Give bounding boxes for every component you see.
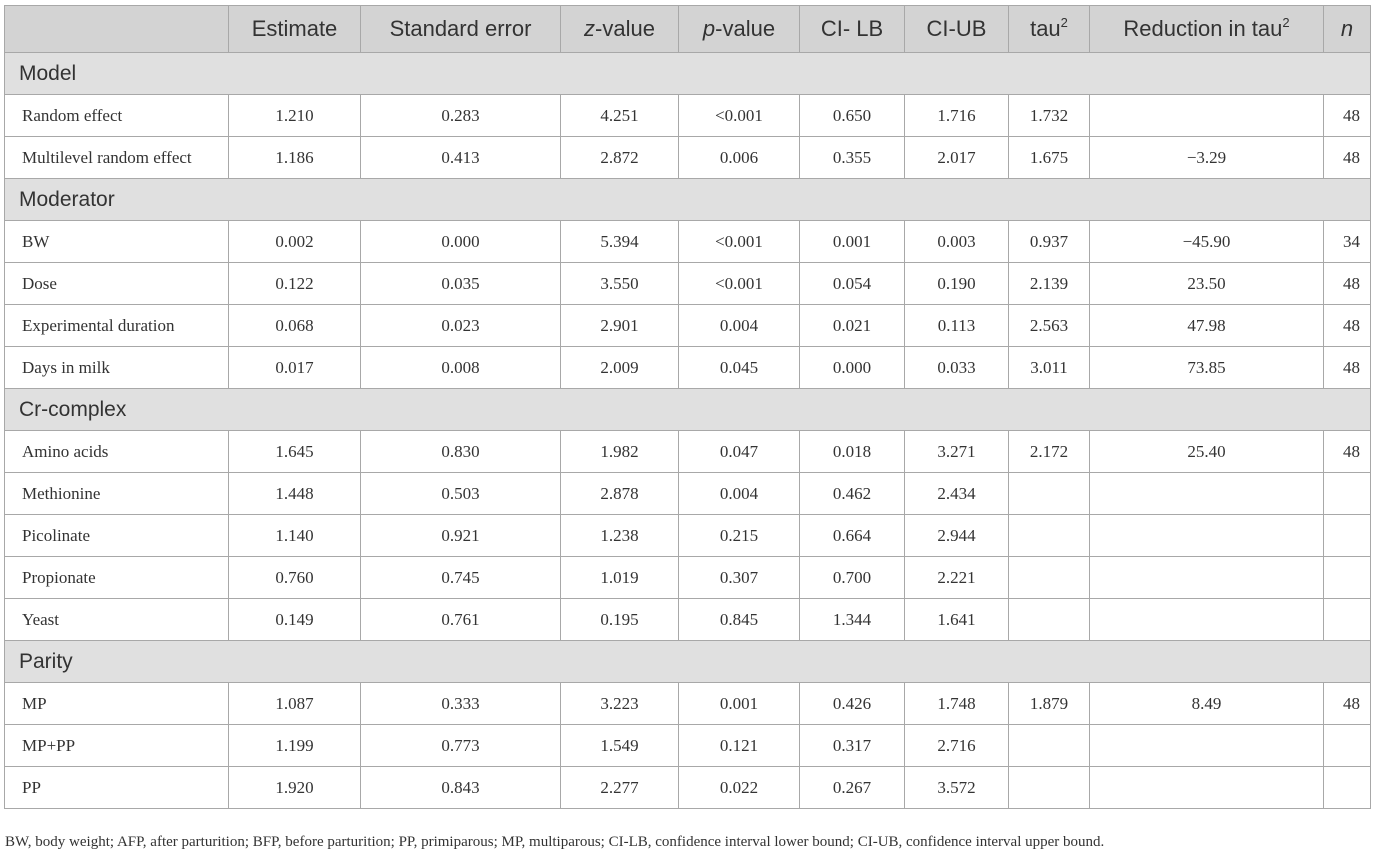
table-row bbox=[5, 305, 1371, 347]
row-label: MP+PP bbox=[5, 725, 229, 767]
ci-ub-cell: 0.190 bbox=[905, 263, 1009, 305]
z-value-cell: 4.251 bbox=[561, 95, 679, 137]
table-row bbox=[5, 137, 1371, 179]
ci-ub-cell: 0.033 bbox=[905, 347, 1009, 389]
section-header-row bbox=[5, 641, 1371, 683]
table-row bbox=[5, 599, 1371, 641]
header-standard-error: Standard error bbox=[361, 6, 561, 53]
tau2-cell: 0.937 bbox=[1009, 221, 1090, 263]
n-cell: 48 bbox=[1324, 95, 1371, 137]
row-label: PP bbox=[5, 767, 229, 809]
n-cell: 48 bbox=[1324, 683, 1371, 725]
standard-error-cell: 0.773 bbox=[361, 725, 561, 767]
table-row bbox=[5, 473, 1371, 515]
ci-lb-cell: 0.001 bbox=[800, 221, 905, 263]
tau2-cell: 1.732 bbox=[1009, 95, 1090, 137]
z-value-cell: 1.238 bbox=[561, 515, 679, 557]
reduction-cell: 23.50 bbox=[1090, 263, 1324, 305]
reduction-cell bbox=[1090, 473, 1324, 515]
row-label: Days in milk bbox=[5, 347, 229, 389]
ci-ub-cell: 2.221 bbox=[905, 557, 1009, 599]
p-value-cell: <0.001 bbox=[679, 263, 800, 305]
z-value-cell: 2.277 bbox=[561, 767, 679, 809]
tau2-cell: 1.879 bbox=[1009, 683, 1090, 725]
tau2-cell: 2.172 bbox=[1009, 431, 1090, 473]
row-label: Propionate bbox=[5, 557, 229, 599]
header-tau-base: tau bbox=[1030, 16, 1061, 41]
estimate-cell: 0.122 bbox=[229, 263, 361, 305]
p-value-cell: 0.307 bbox=[679, 557, 800, 599]
p-value-cell: <0.001 bbox=[679, 221, 800, 263]
z-value-cell: 1.982 bbox=[561, 431, 679, 473]
reduction-cell: −45.90 bbox=[1090, 221, 1324, 263]
reduction-cell bbox=[1090, 599, 1324, 641]
p-value-cell: 0.215 bbox=[679, 515, 800, 557]
standard-error-cell: 0.830 bbox=[361, 431, 561, 473]
tau2-cell bbox=[1009, 473, 1090, 515]
reduction-cell bbox=[1090, 95, 1324, 137]
reduction-cell: 25.40 bbox=[1090, 431, 1324, 473]
p-value-cell: 0.845 bbox=[679, 599, 800, 641]
ci-lb-cell: 0.650 bbox=[800, 95, 905, 137]
standard-error-cell: 0.921 bbox=[361, 515, 561, 557]
standard-error-cell: 0.745 bbox=[361, 557, 561, 599]
header-reduction-base: Reduction in tau bbox=[1123, 16, 1283, 41]
p-value-cell: 0.001 bbox=[679, 683, 800, 725]
standard-error-cell: 0.413 bbox=[361, 137, 561, 179]
standard-error-cell: 0.761 bbox=[361, 599, 561, 641]
ci-ub-cell: 1.748 bbox=[905, 683, 1009, 725]
section-title: Cr-complex bbox=[5, 389, 1371, 431]
ci-ub-cell: 2.716 bbox=[905, 725, 1009, 767]
table-footnote: BW, body weight; AFP, after parturition; BFP, before parturition; PP, primiparous; MP, multiparous; CI-LB, confidence interval lower bound; CI-UB, confidence interval upper bound. bbox=[5, 834, 1105, 850]
ci-lb-cell: 0.317 bbox=[800, 725, 905, 767]
estimate-cell: 1.186 bbox=[229, 137, 361, 179]
table-row bbox=[5, 515, 1371, 557]
section-header-row bbox=[5, 179, 1371, 221]
p-value-cell: 0.004 bbox=[679, 305, 800, 347]
n-cell: 48 bbox=[1324, 305, 1371, 347]
ci-ub-cell: 0.113 bbox=[905, 305, 1009, 347]
reduction-cell bbox=[1090, 515, 1324, 557]
z-value-cell: 2.009 bbox=[561, 347, 679, 389]
ci-ub-cell: 3.271 bbox=[905, 431, 1009, 473]
row-label: BW bbox=[5, 221, 229, 263]
p-value-cell: 0.047 bbox=[679, 431, 800, 473]
estimate-cell: 0.149 bbox=[229, 599, 361, 641]
header-p-rest: -value bbox=[715, 16, 776, 41]
reduction-cell bbox=[1090, 557, 1324, 599]
table-row bbox=[5, 725, 1371, 767]
n-cell bbox=[1324, 725, 1371, 767]
header-ci-lb: CI- LB bbox=[800, 6, 905, 53]
ci-lb-cell: 1.344 bbox=[800, 599, 905, 641]
header-p-value bbox=[679, 6, 800, 53]
header-p-italic: p bbox=[702, 16, 716, 41]
tau2-cell: 1.675 bbox=[1009, 137, 1090, 179]
tau2-cell bbox=[1009, 557, 1090, 599]
row-label: Methionine bbox=[5, 473, 229, 515]
ci-lb-cell: 0.664 bbox=[800, 515, 905, 557]
ci-ub-cell: 0.003 bbox=[905, 221, 1009, 263]
header-z-italic: z bbox=[584, 16, 596, 41]
ci-lb-cell: 0.700 bbox=[800, 557, 905, 599]
header-reduction-in-tau2 bbox=[1090, 6, 1324, 53]
n-cell: 48 bbox=[1324, 263, 1371, 305]
n-cell: 48 bbox=[1324, 137, 1371, 179]
standard-error-cell: 0.023 bbox=[361, 305, 561, 347]
row-label: Amino acids bbox=[5, 431, 229, 473]
standard-error-cell: 0.283 bbox=[361, 95, 561, 137]
estimate-cell: 0.017 bbox=[229, 347, 361, 389]
p-value-cell: 0.004 bbox=[679, 473, 800, 515]
ci-lb-cell: 0.267 bbox=[800, 767, 905, 809]
reduction-cell: 47.98 bbox=[1090, 305, 1324, 347]
z-value-cell: 1.549 bbox=[561, 725, 679, 767]
n-cell bbox=[1324, 515, 1371, 557]
results-table-container bbox=[4, 5, 1370, 809]
estimate-cell: 1.448 bbox=[229, 473, 361, 515]
reduction-cell bbox=[1090, 767, 1324, 809]
header-z-value bbox=[561, 6, 679, 53]
header-n-italic: n bbox=[1340, 16, 1354, 41]
ci-ub-cell: 2.434 bbox=[905, 473, 1009, 515]
z-value-cell: 1.019 bbox=[561, 557, 679, 599]
table-row bbox=[5, 347, 1371, 389]
p-value-cell: <0.001 bbox=[679, 95, 800, 137]
tau2-cell: 3.011 bbox=[1009, 347, 1090, 389]
estimate-cell: 0.068 bbox=[229, 305, 361, 347]
row-label: Random effect bbox=[5, 95, 229, 137]
row-label: Experimental duration bbox=[5, 305, 229, 347]
table-row bbox=[5, 767, 1371, 809]
estimate-cell: 1.087 bbox=[229, 683, 361, 725]
ci-lb-cell: 0.018 bbox=[800, 431, 905, 473]
standard-error-cell: 0.000 bbox=[361, 221, 561, 263]
tau2-cell: 2.139 bbox=[1009, 263, 1090, 305]
reduction-cell: 8.49 bbox=[1090, 683, 1324, 725]
estimate-cell: 1.645 bbox=[229, 431, 361, 473]
z-value-cell: 2.901 bbox=[561, 305, 679, 347]
table-row bbox=[5, 263, 1371, 305]
table-body bbox=[5, 53, 1371, 809]
standard-error-cell: 0.008 bbox=[361, 347, 561, 389]
section-header-row bbox=[5, 389, 1371, 431]
tau2-cell bbox=[1009, 767, 1090, 809]
header-z-rest: -value bbox=[595, 16, 655, 41]
tau2-cell bbox=[1009, 599, 1090, 641]
table-row bbox=[5, 431, 1371, 473]
reduction-cell: 73.85 bbox=[1090, 347, 1324, 389]
standard-error-cell: 0.843 bbox=[361, 767, 561, 809]
tau2-cell bbox=[1009, 515, 1090, 557]
header-blank-cell bbox=[5, 6, 229, 53]
row-label: Multilevel random effect bbox=[5, 137, 229, 179]
section-title: Model bbox=[5, 53, 1371, 95]
standard-error-cell: 0.035 bbox=[361, 263, 561, 305]
ci-lb-cell: 0.000 bbox=[800, 347, 905, 389]
z-value-cell: 3.223 bbox=[561, 683, 679, 725]
ci-lb-cell: 0.054 bbox=[800, 263, 905, 305]
ci-ub-cell: 3.572 bbox=[905, 767, 1009, 809]
n-cell: 48 bbox=[1324, 347, 1371, 389]
row-label: Picolinate bbox=[5, 515, 229, 557]
header-tau2 bbox=[1009, 6, 1090, 53]
section-title: Parity bbox=[5, 641, 1371, 683]
estimate-cell: 1.140 bbox=[229, 515, 361, 557]
n-cell: 48 bbox=[1324, 431, 1371, 473]
ci-ub-cell: 1.716 bbox=[905, 95, 1009, 137]
standard-error-cell: 0.503 bbox=[361, 473, 561, 515]
n-cell bbox=[1324, 473, 1371, 515]
z-value-cell: 5.394 bbox=[561, 221, 679, 263]
table-row bbox=[5, 683, 1371, 725]
tau2-cell: 2.563 bbox=[1009, 305, 1090, 347]
header-estimate: Estimate bbox=[229, 6, 361, 53]
z-value-cell: 2.872 bbox=[561, 137, 679, 179]
row-label: Yeast bbox=[5, 599, 229, 641]
z-value-cell: 0.195 bbox=[561, 599, 679, 641]
p-value-cell: 0.121 bbox=[679, 725, 800, 767]
z-value-cell: 3.550 bbox=[561, 263, 679, 305]
ci-lb-cell: 0.426 bbox=[800, 683, 905, 725]
row-label: Dose bbox=[5, 263, 229, 305]
section-title: Moderator bbox=[5, 179, 1371, 221]
estimate-cell: 1.210 bbox=[229, 95, 361, 137]
estimate-cell: 0.760 bbox=[229, 557, 361, 599]
header-n bbox=[1324, 6, 1371, 53]
row-label: MP bbox=[5, 683, 229, 725]
meta-analysis-table bbox=[4, 5, 1371, 809]
table-row bbox=[5, 557, 1371, 599]
n-cell bbox=[1324, 599, 1371, 641]
standard-error-cell: 0.333 bbox=[361, 683, 561, 725]
header-row bbox=[5, 6, 1371, 53]
n-cell bbox=[1324, 557, 1371, 599]
header-tau-sup: 2 bbox=[1060, 15, 1068, 30]
estimate-cell: 1.920 bbox=[229, 767, 361, 809]
ci-ub-cell: 2.944 bbox=[905, 515, 1009, 557]
estimate-cell: 1.199 bbox=[229, 725, 361, 767]
table-row bbox=[5, 95, 1371, 137]
tau2-cell bbox=[1009, 725, 1090, 767]
ci-lb-cell: 0.355 bbox=[800, 137, 905, 179]
ci-ub-cell: 2.017 bbox=[905, 137, 1009, 179]
p-value-cell: 0.045 bbox=[679, 347, 800, 389]
estimate-cell: 0.002 bbox=[229, 221, 361, 263]
n-cell bbox=[1324, 767, 1371, 809]
z-value-cell: 2.878 bbox=[561, 473, 679, 515]
ci-ub-cell: 1.641 bbox=[905, 599, 1009, 641]
ci-lb-cell: 0.462 bbox=[800, 473, 905, 515]
n-cell: 34 bbox=[1324, 221, 1371, 263]
section-header-row bbox=[5, 53, 1371, 95]
header-ci-ub: CI-UB bbox=[905, 6, 1009, 53]
reduction-cell: −3.29 bbox=[1090, 137, 1324, 179]
table-row bbox=[5, 221, 1371, 263]
ci-lb-cell: 0.021 bbox=[800, 305, 905, 347]
p-value-cell: 0.022 bbox=[679, 767, 800, 809]
reduction-cell bbox=[1090, 725, 1324, 767]
header-reduction-sup: 2 bbox=[1282, 15, 1290, 30]
p-value-cell: 0.006 bbox=[679, 137, 800, 179]
